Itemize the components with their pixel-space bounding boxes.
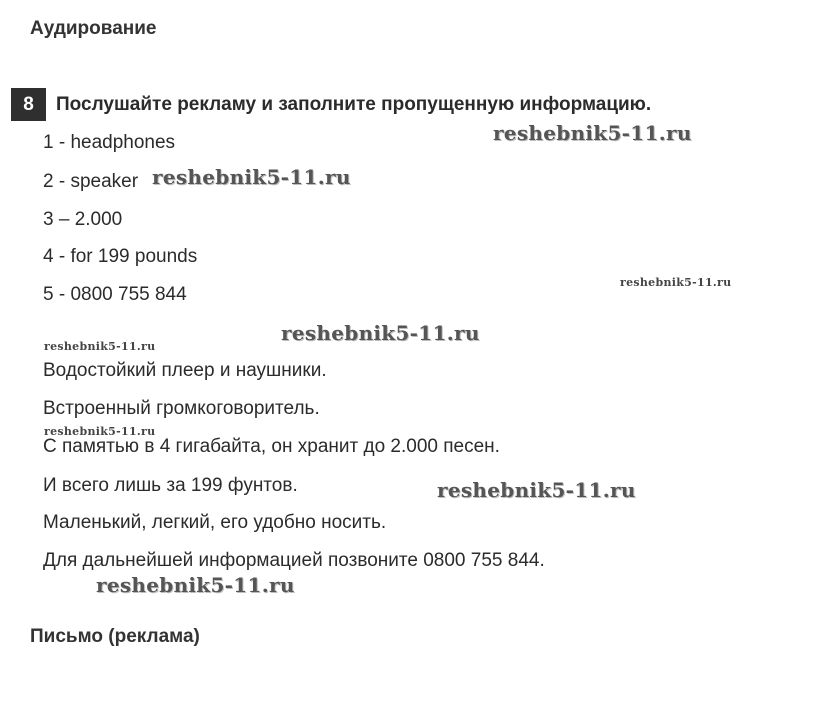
section-title-writing: Письмо (реклама) bbox=[30, 626, 200, 647]
answer-4: 4 - for 199 pounds bbox=[43, 246, 198, 267]
translation-line-2: Встроенный громкоговоритель. bbox=[43, 398, 320, 419]
answer-3: 3 – 2.000 bbox=[43, 209, 123, 230]
translation-line-6: Для дальнейшей информацией позвоните 0800 755 844. bbox=[43, 550, 545, 571]
answer-5: 5 - 0800 755 844 bbox=[43, 284, 187, 305]
task-number-badge: 8 bbox=[11, 88, 46, 121]
translation-line-5: Маленький, легкий, его удобно носить. bbox=[43, 512, 387, 533]
section-title-listening: Аудирование bbox=[30, 18, 157, 39]
watermark: reshebnik5-11.ru bbox=[493, 121, 692, 145]
task-instruction: Послушайте рекламу и заполните пропущенную информацию. bbox=[56, 93, 652, 115]
watermark: reshebnik5-11.ru bbox=[96, 573, 295, 597]
translation-line-4: И всего лишь за 199 фунтов. bbox=[43, 475, 298, 496]
answer-1: 1 - headphones bbox=[43, 132, 176, 153]
watermark: reshebnik5-11.ru bbox=[620, 276, 732, 289]
watermark: reshebnik5-11.ru bbox=[281, 321, 480, 345]
watermark: reshebnik5-11.ru bbox=[44, 425, 156, 438]
answer-2: 2 - speaker bbox=[43, 171, 139, 192]
watermark: reshebnik5-11.ru bbox=[152, 165, 351, 189]
translation-line-3: С памятью в 4 гигабайта, он хранит до 2.000 песен. bbox=[43, 436, 500, 457]
task-header bbox=[11, 88, 651, 121]
watermark: reshebnik5-11.ru bbox=[437, 478, 636, 502]
watermark: reshebnik5-11.ru bbox=[44, 340, 156, 353]
translation-line-1: Водостойкий плеер и наушники. bbox=[43, 360, 327, 381]
